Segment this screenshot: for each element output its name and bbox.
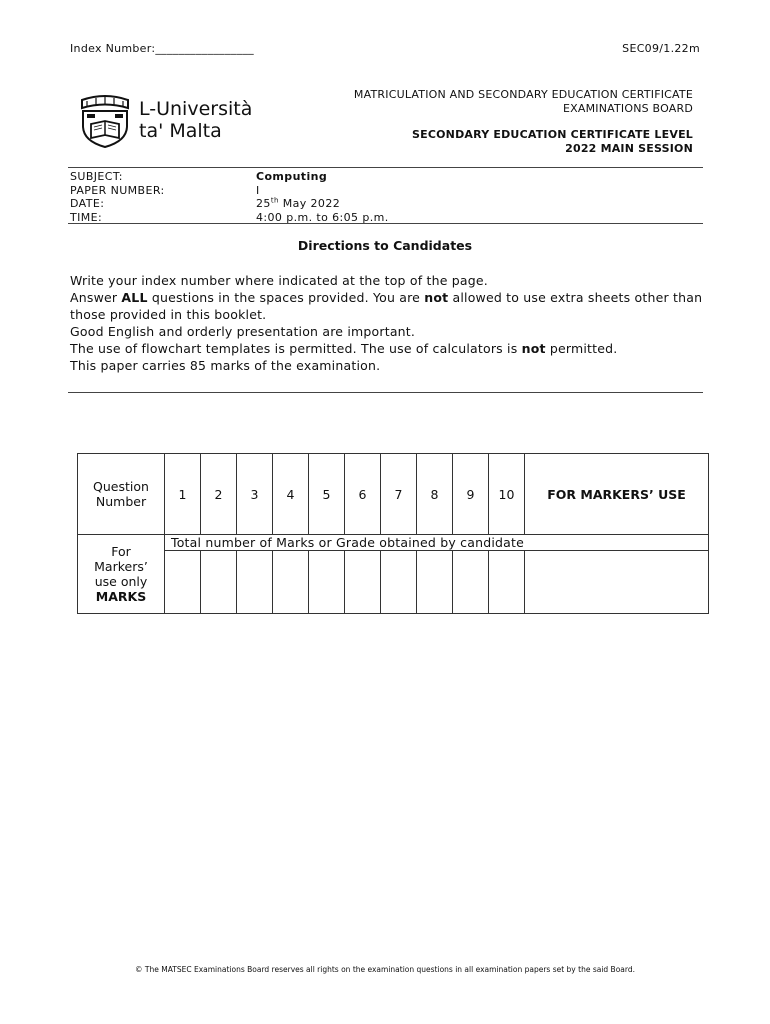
markers-use-header: FOR MARKERS’ USE [525, 454, 709, 535]
question-cell: 7 [381, 454, 417, 535]
question-cell: 9 [453, 454, 489, 535]
mark-entry-cell[interactable] [309, 551, 345, 614]
question-number-header: Question Number [78, 454, 165, 535]
question-cell: 4 [273, 454, 309, 535]
mark-entry-cell[interactable] [489, 551, 525, 614]
directions-body [70, 272, 710, 374]
mark-entry-cell[interactable] [381, 551, 417, 614]
question-cell: 3 [237, 454, 273, 535]
exam-session: 2022 MAIN SESSION [565, 142, 693, 155]
paper-number-label: PAPER NUMBER: [70, 183, 165, 197]
university-name-line1: L-Università [139, 98, 253, 120]
mark-entry-cell[interactable] [273, 551, 309, 614]
mark-entry-cell[interactable] [417, 551, 453, 614]
mark-entry-cell[interactable] [453, 551, 489, 614]
meta-labels [70, 170, 165, 224]
time-label: TIME: [70, 210, 103, 224]
date-value: 25th May 2022 [256, 196, 341, 210]
mark-entry-cell[interactable] [345, 551, 381, 614]
total-marks-label: Total number of Marks or Grade obtained by candidate [165, 535, 709, 551]
direction-line: Good English and orderly presentation are important. [70, 324, 416, 339]
meta-values [256, 170, 389, 224]
total-mark-entry-cell[interactable] [525, 551, 709, 614]
directions-bottom-rule [68, 392, 703, 393]
direction-line: those provided in this booklet. [70, 307, 267, 322]
board-name-line1: MATRICULATION AND SECONDARY EDUCATION CERTIFICATE [353, 88, 693, 101]
direction-line: Answer ALL questions in the spaces provided. You are not allowed to use extra sheets other than [70, 290, 703, 305]
question-cell: 10 [489, 454, 525, 535]
university-name-line2: ta' Malta [139, 120, 222, 142]
question-number-row [78, 454, 709, 535]
mark-entry-cell[interactable] [237, 551, 273, 614]
direction-line: This paper carries 85 marks of the examination. [70, 358, 381, 373]
question-cell: 8 [417, 454, 453, 535]
index-number-field: Index Number:_________________ [70, 42, 254, 55]
paper-code: SEC09/1.22m [622, 42, 700, 55]
certificate-level: SECONDARY EDUCATION CERTIFICATE LEVEL [412, 128, 693, 141]
marks-table [77, 453, 709, 614]
board-name-line2: EXAMINATIONS BOARD [562, 102, 693, 115]
direction-line: The use of flowchart templates is permitted. The use of calculators is not permitted. [70, 341, 618, 356]
paper-number-value: I [256, 183, 260, 197]
mark-entry-cell[interactable] [201, 551, 237, 614]
question-cell: 6 [345, 454, 381, 535]
directions-title: Directions to Candidates [297, 238, 473, 253]
marks-entry-row [78, 551, 709, 614]
question-cell: 5 [309, 454, 345, 535]
markers-marks-label: For Markers’ use only MARKS [78, 535, 165, 614]
copyright-footer: © The MATSEC Examinations Board reserves all rights on the examination questions in all examination papers set by the said Board. [135, 965, 635, 974]
subject-value: Computing [256, 170, 328, 183]
university-crest-logo [78, 94, 132, 148]
time-value: 4:00 p.m. to 6:05 p.m. [256, 210, 389, 224]
question-cell: 1 [165, 454, 201, 535]
date-label: DATE: [70, 197, 105, 210]
direction-line: Write your index number where indicated at the top of the page. [70, 273, 488, 288]
total-label-row [78, 535, 709, 551]
meta-top-rule [68, 167, 703, 168]
mark-entry-cell[interactable] [165, 551, 201, 614]
meta-bottom-rule [68, 223, 703, 224]
subject-label: SUBJECT: [70, 170, 123, 183]
question-cell: 2 [201, 454, 237, 535]
